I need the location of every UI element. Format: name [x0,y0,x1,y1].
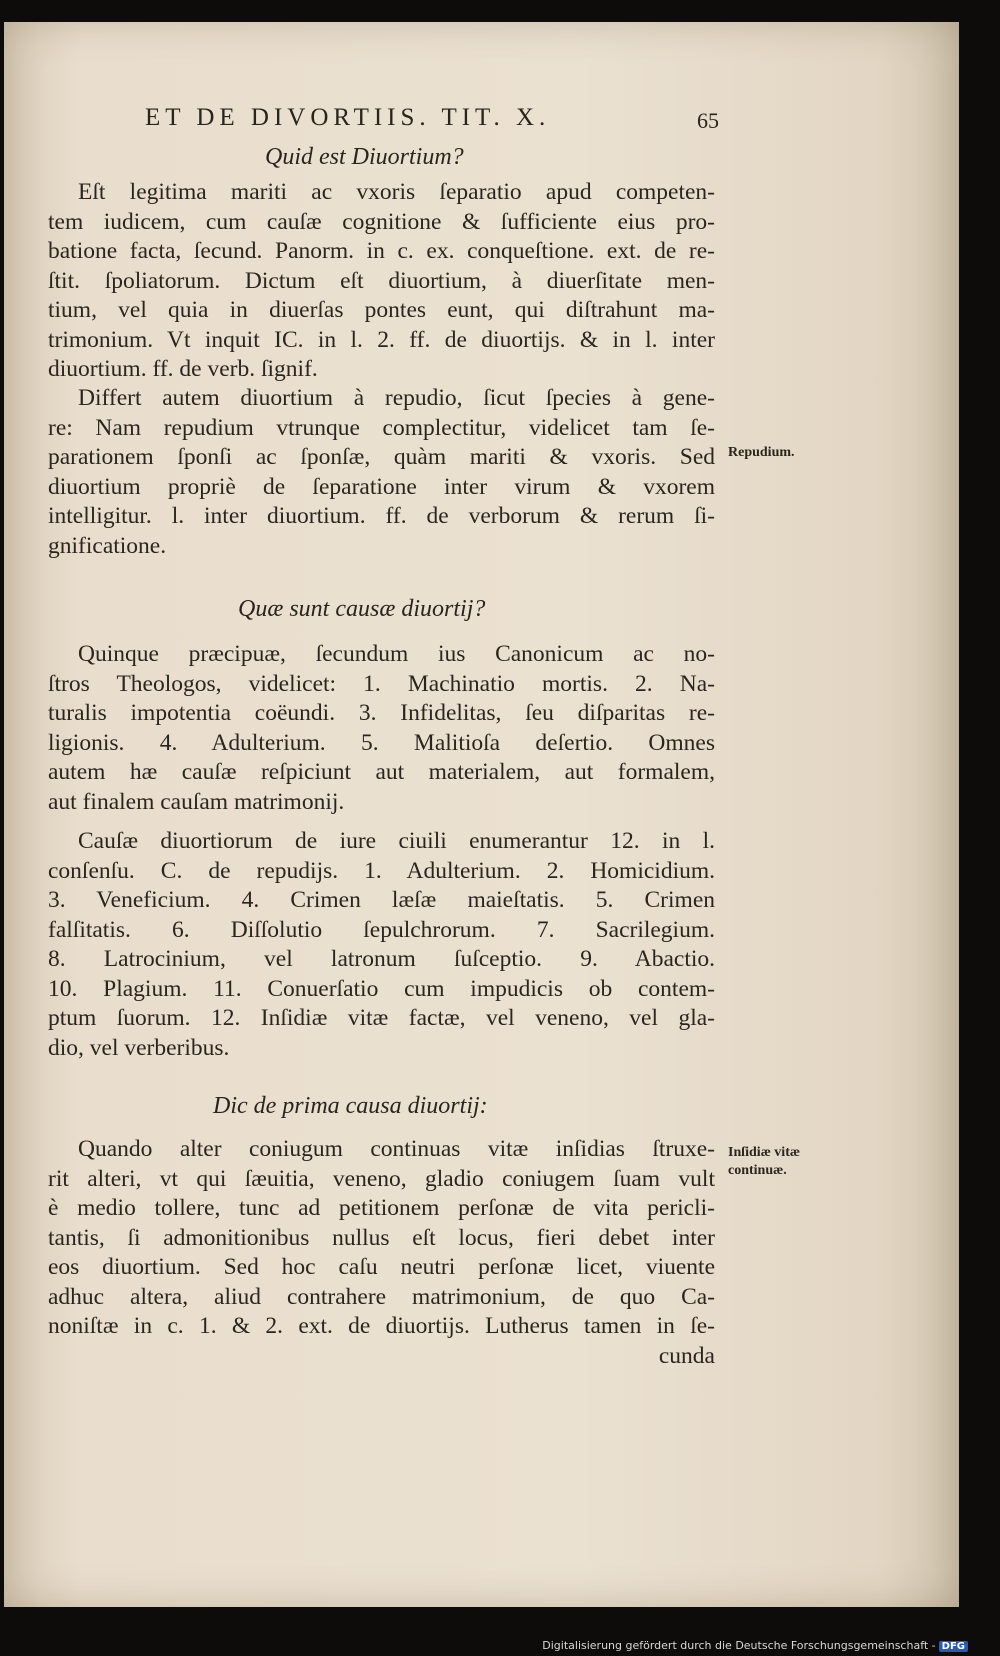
section-heading: Quæ sunt causæ diuortij? [238,596,486,622]
text-line: Quando alter coniugum continuas vitæ inſidias ſtruxe- [78,1136,715,1162]
text-line: 10. Plagium. 11. Conuerſatio cum impudicis ob contem- [48,975,715,1002]
credit-text: Digitalisierung gefördert durch die Deutsche Forschungsgemeinschaft - [542,1639,936,1652]
text-line: parationem ſponſi ac ſponſæ, quàm mariti & vxoris. Sed [48,444,715,470]
paragraph-civil-causes [48,827,715,1063]
text-line: gnificatione. [48,532,167,559]
text-line: eos diuortium. Sed hoc caſu neutri perſonæ licet, viuente [48,1254,715,1280]
text-line: ptum ſuorum. 12. Inſidiæ vitæ factæ, vel veneno, vel gla- [48,1005,715,1031]
text-line: trimonium. Vt inquit IC. in l. 2. ff. de diuortijs. & in l. inter [48,326,715,353]
text-line: conſenſu. C. de repudijs. 1. Adulterium. 2. Homicidium. [48,857,715,884]
text-line: batione facta, ſecund. Panorm. in c. ex. conqueſtione. ext. de re- [48,238,715,264]
section-heading: Dic de prima causa diuortij: [213,1093,488,1119]
text-line: autem hæ cauſæ reſpiciunt aut materialem, aut formalem, [48,759,715,785]
text-line: re: Nam repudium vtrunque complectitur, videlicet tam ſe- [48,414,715,441]
digitization-credit [542,1639,968,1652]
text-line: diuortium. ff. de verb. ſignif. [48,356,318,382]
text-line: Eſt legitima mariti ac vxoris ſeparatio apud competen- [78,179,715,205]
paragraph-difference [48,384,715,561]
text-line: dio, vel verberibus. [48,1034,230,1061]
section-heading: Quid est Diuortium? [265,144,464,170]
running-title: ET DE DIVORTIIS. TIT. X. [145,104,551,131]
text-line: ſtros Theologos, videlicet: 1. Machinatio mortis. 2. Na- [48,670,715,697]
text-line: 3. Veneficium. 4. Crimen læſæ maieſtatis. 5. Crimen [48,887,715,913]
margin-note: Repudium. [728,445,795,460]
text-line: diuortium propriè de ſeparatione inter virum & vxorem [48,473,715,500]
text-line: aut finalem cauſam matrimonij. [48,788,345,815]
text-line: ligionis. 4. Adulterium. 5. Malitioſa deſertio. Omnes [48,729,715,756]
text-line: noniſtæ in c. 1. & 2. ext. de diuortijs. Lutherus tamen in ſe- [48,1313,715,1339]
paragraph-definition [48,178,715,385]
text-line: falſitatis. 6. Diſſolutio ſepulchrorum. 7. Sacrilegium. [48,916,715,943]
text-line: tium, vel quia in diuerſas pontes eunt, qui diſtrahunt ma- [48,297,715,323]
catchword: cunda [658,1342,715,1369]
text-line: turalis impotentia coëundi. 3. Infidelitas, ſeu diſparitas re- [48,700,715,726]
text-line: intelligitur. l. inter diuortium. ff. de verborum & rerum ſi- [48,503,715,529]
text-line: è medio tollere, tunc ad petitionem perſonæ de vita pericli- [48,1195,715,1221]
text-line: ſtit. ſpoliatorum. Dictum eſt diuortium, à diuerſitate men- [48,267,715,294]
text-line: Cauſæ diuortiorum de iure ciuili enumerantur 12. in l. [78,828,715,854]
text-line: 8. Latrocinium, vel latronum ſuſceptio. 9. Abactio. [48,946,715,972]
paragraph-first-cause [48,1135,715,1371]
margin-note: Inſidiæ vitæ continuæ. [728,1145,800,1178]
text-line: Differt autem diuortium à repudio, ſicut ſpecies à gene- [78,385,715,411]
text-line: tantis, ſi admonitionibus nullus eſt locus, fieri debet inter [48,1224,715,1251]
text-line: tem iudicem, cum cauſæ cognitione & ſufficiente eius pro- [48,208,715,235]
text-line: Quinque præcipuæ, ſecundum ius Canonicum ac no- [78,641,715,667]
paragraph-canonical-causes [48,640,715,817]
page-number: 65 [697,108,719,133]
text-line: rit alteri, vt qui ſæuitia, veneno, gladio coniugem ſuam vult [48,1165,715,1192]
dfg-logo: DFG [939,1641,968,1652]
text-line: adhuc altera, aliud contrahere matrimonium, de quo Ca- [48,1283,715,1310]
